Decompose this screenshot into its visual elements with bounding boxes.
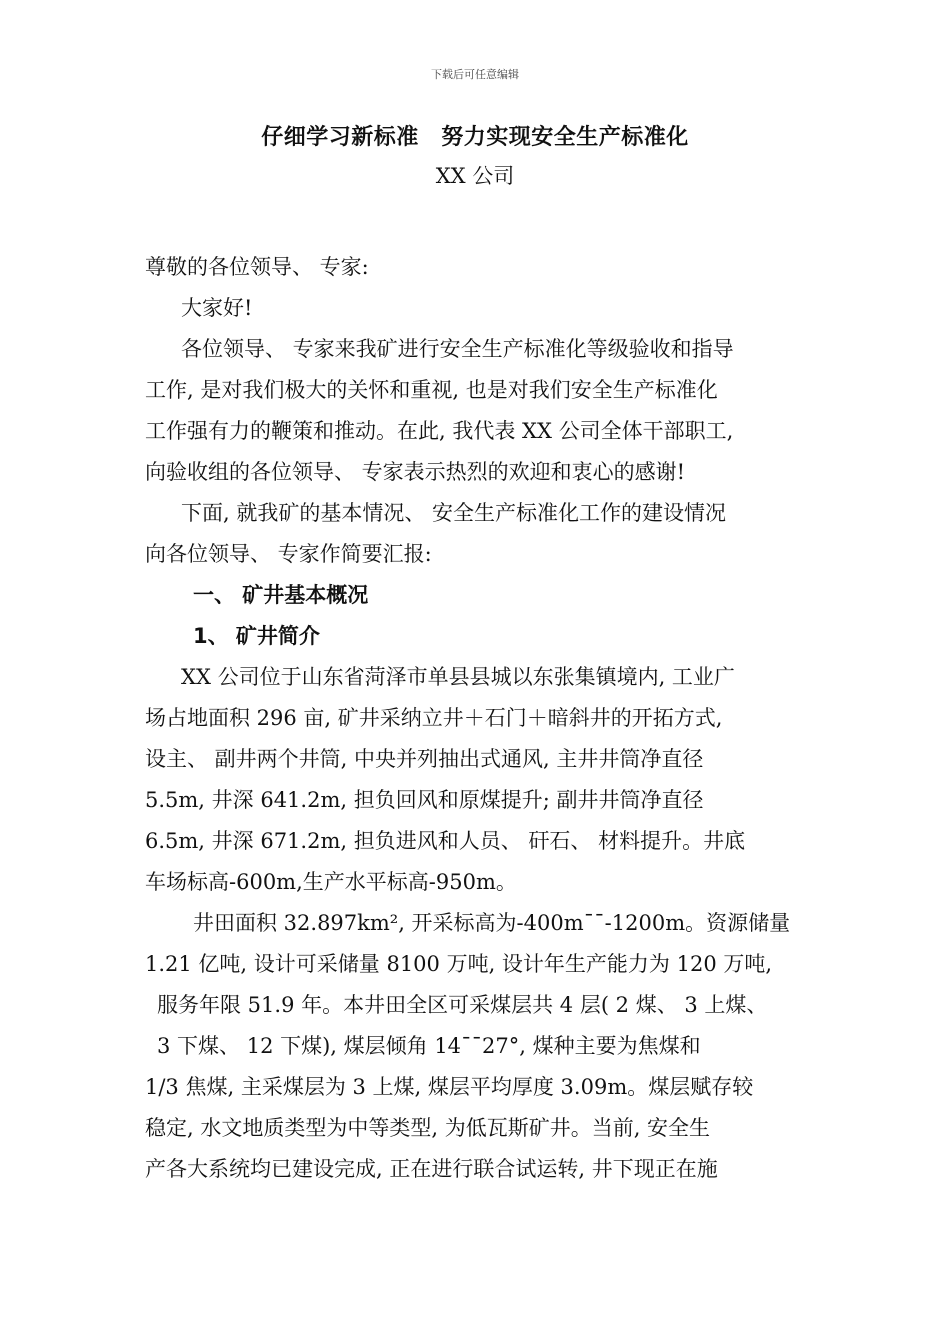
paragraph-line: 6.5m, 井深 671.2m, 担负进风和人员、 矸石、 材料提升。井底 xyxy=(145,829,746,853)
paragraph-line: 大家好! xyxy=(181,296,253,320)
paragraph-line: 1/3 焦煤, 主采煤层为 3 上煤, 煤层平均厚度 3.09m。煤层赋存较 xyxy=(145,1075,754,1099)
paragraph-line: 服务年限 51.9 年。本井田全区可采煤层共 4 层( 2 煤、 3 上煤、 xyxy=(157,993,768,1017)
paragraph-line: 产各大系统均已建设完成, 正在进行联合试运转, 井下现正在施 xyxy=(145,1157,718,1181)
section-heading-line: 一、 矿井基本概况 xyxy=(193,583,369,607)
header-note: 下载后可任意编辑 xyxy=(431,68,519,81)
section-heading-line: 1、 矿井简介 xyxy=(193,624,320,648)
paragraph-line: 向各位领导、 专家作简要汇报: xyxy=(145,542,432,566)
paragraph-line: 1.21 亿吨, 设计可采储量 8100 万吨, 设计年生产能力为 120 万吨, xyxy=(145,952,773,976)
paragraph-line: 工作, 是对我们极大的关怀和重视, 也是对我们安全生产标准化 xyxy=(145,378,718,402)
paragraph-line: 车场标高-600m,生产水平标高-950m。 xyxy=(145,870,517,894)
document-title: 仔细学习新标准 努力实现安全生产标准化 xyxy=(261,125,689,150)
paragraph-line: 5.5m, 井深 641.2m, 担负回风和原煤提升; 副井井筒净直径 xyxy=(145,788,704,812)
paragraph-line: 各位领导、 专家来我矿进行安全生产标准化等级验收和指导 xyxy=(181,337,734,361)
document-body xyxy=(145,247,810,1190)
paragraph-line: 向验收组的各位领导、 专家表示热烈的欢迎和衷心的感谢! xyxy=(145,460,686,484)
paragraph-line: 设主、 副井两个井筒, 中央并列抽出式通风, 主井井筒净直径 xyxy=(145,747,704,771)
paragraph-line: 工作强有力的鞭策和推动。在此, 我代表 XX 公司全体干部职工, xyxy=(145,419,734,443)
paragraph-line: 下面, 就我矿的基本情况、 安全生产标准化工作的建设情况 xyxy=(181,501,727,525)
paragraph-line: 场占地面积 296 亩, 矿井采纳立井＋石门＋暗斜井的开拓方式, xyxy=(145,706,723,730)
document-subtitle: XX 公司 xyxy=(435,164,515,188)
paragraph-line: 3 下煤、 12 下煤), 煤层倾角 14¯¯27°, 煤种主要为焦煤和 xyxy=(157,1034,701,1058)
paragraph-line: 井田面积 32.897km², 开采标高为-400m¯¯-1200m。资源储量 xyxy=(193,911,791,935)
paragraph-line: 稳定, 水文地质类型为中等类型, 为低瓦斯矿井。当前, 安全生 xyxy=(145,1116,711,1140)
paragraph-line: 尊敬的各位领导、 专家: xyxy=(145,255,369,279)
paragraph-line: XX 公司位于山东省菏泽市单县县城以东张集镇境内, 工业广 xyxy=(181,665,735,689)
